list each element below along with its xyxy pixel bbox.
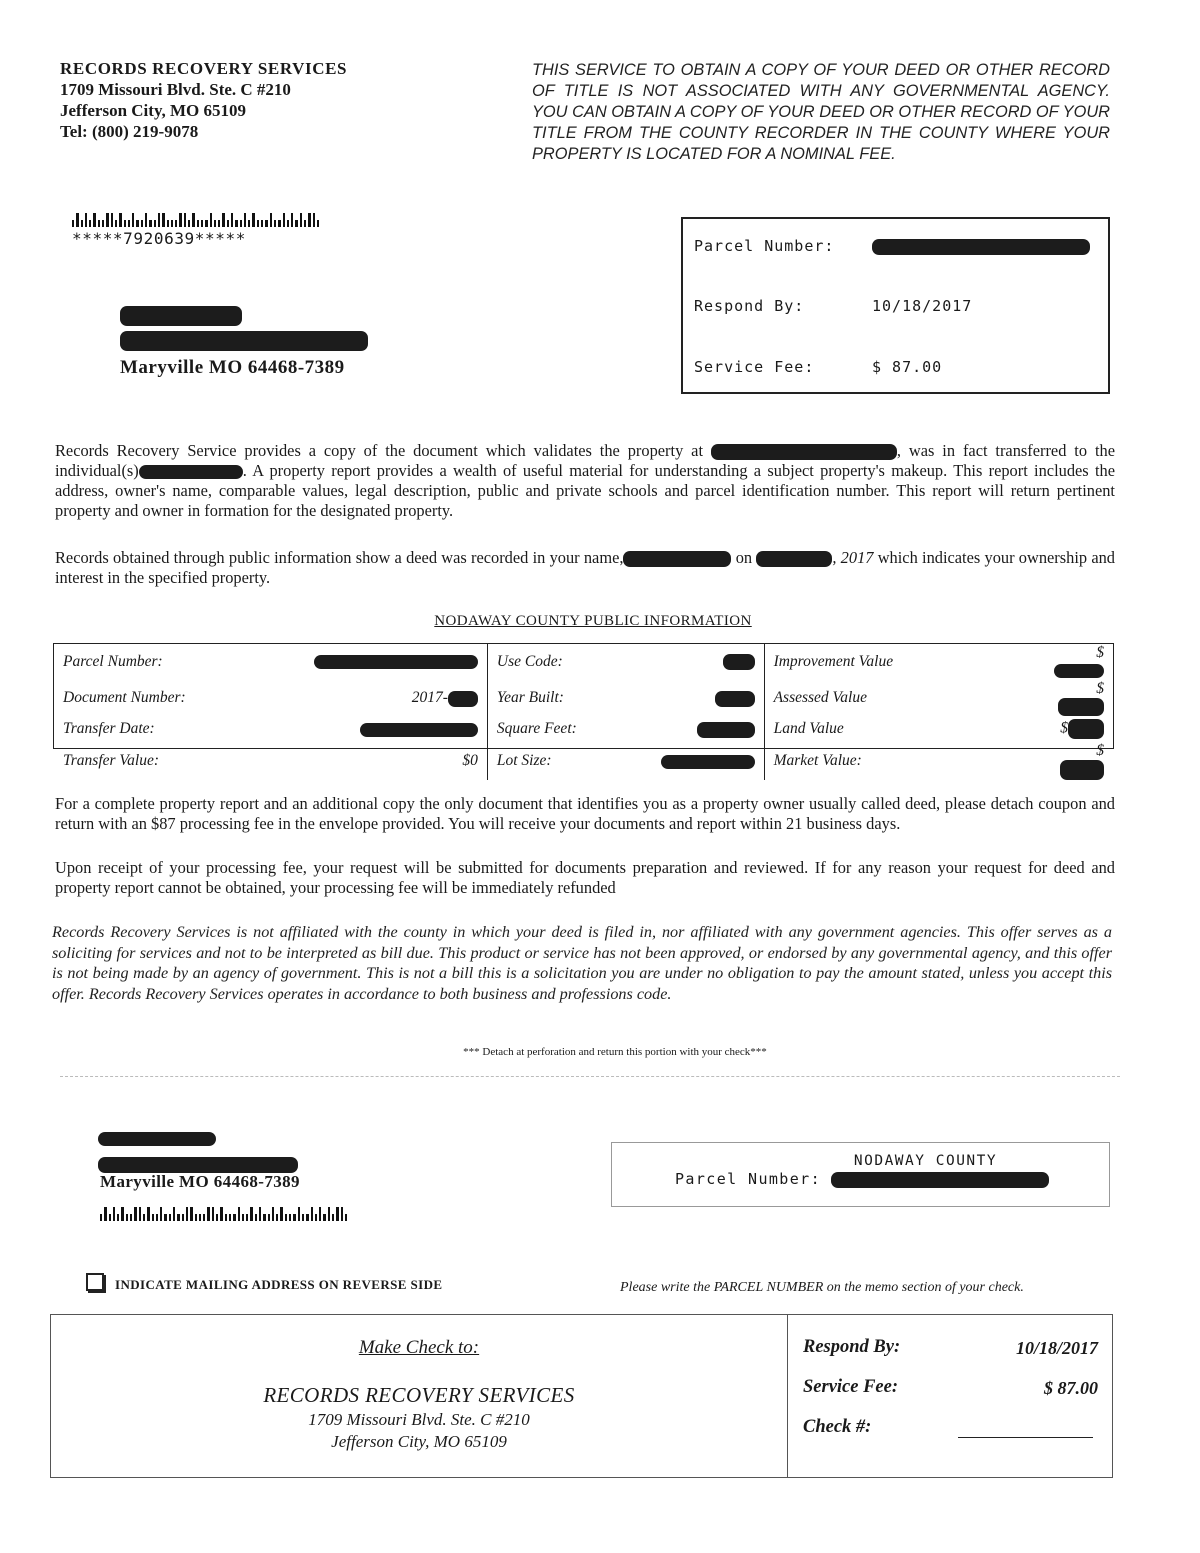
deed-year: , 2017 (832, 548, 874, 567)
barcode-bar (100, 1214, 102, 1221)
memo-text-2: on the memo section of your check. (823, 1280, 1024, 1295)
barcode-bar (250, 1207, 252, 1221)
redaction-mark (314, 655, 478, 669)
coupon-parcel-label: Parcel Number: (675, 1170, 822, 1188)
document-number-cell (290, 680, 488, 716)
memo-text-1: Please write the (620, 1280, 714, 1295)
barcode-bar (345, 1214, 347, 1221)
instructions-paragraph: For a complete property report and an additional copy the only document that identifies you as a property owner usually called deed, please detach coupon and return with an $87 processing fee in the envelope provided. You will receive your documents and report within 21 business days. (55, 794, 1115, 833)
barcode-bar (257, 220, 259, 227)
barcode-bar (98, 220, 100, 227)
sender-city: Jefferson City, MO 65109 (60, 101, 247, 120)
dollar-sign: $ (1060, 720, 1068, 737)
redaction-mark (831, 1172, 1049, 1188)
barcode-bar (212, 1207, 214, 1221)
check-number-field[interactable] (958, 1437, 1093, 1438)
barcode-bar (341, 1207, 343, 1221)
barcode-bar (216, 1214, 218, 1221)
barcode-bar (81, 220, 83, 227)
respond-by-value: 10/18/2017 (872, 297, 973, 315)
barcode-bar (225, 1214, 227, 1221)
barcode-bar (323, 1214, 325, 1221)
barcode-bar (128, 220, 130, 227)
check-number-label: Check #: (803, 1417, 872, 1437)
parcel-number-label: Parcel Number: (694, 237, 835, 255)
deed-text-3: which indicates your ownership and interest in the specified property. (55, 548, 1115, 587)
barcode-bar (145, 213, 147, 227)
barcode-bar (205, 220, 207, 227)
barcode-bar (233, 1214, 235, 1221)
redaction-mark (120, 331, 368, 351)
coupon-county: NODAWAY COUNTY (853, 1153, 998, 1169)
service-fee-row (694, 358, 942, 376)
barcode-bar (192, 213, 194, 227)
check-divider (787, 1315, 788, 1477)
barcode-bar (265, 220, 267, 227)
detach-note: *** Detach at perforation and return this portion with your check*** (463, 1046, 767, 1058)
barcode-bar (280, 1207, 282, 1221)
parcel-number-row (694, 237, 1090, 255)
barcode-bar (229, 1214, 231, 1221)
barcode-bar (89, 220, 91, 227)
sender-street: 1709 Missouri Blvd. Ste. C #210 (60, 80, 291, 99)
sender-phone: Tel: (800) 219-9078 (60, 122, 199, 141)
barcode-bar (141, 220, 143, 227)
barcode-bar (218, 220, 220, 227)
redaction-mark (715, 691, 755, 707)
barcode-bar (332, 1214, 334, 1221)
barcode-bar (106, 213, 108, 227)
barcode-bar (231, 213, 233, 227)
barcode-bar (293, 1214, 295, 1221)
barcode-bar (124, 220, 126, 227)
redaction-mark (661, 755, 755, 769)
barcode-bar (328, 1207, 330, 1221)
barcode-bar (76, 213, 78, 227)
dollar-sign: $ (1096, 644, 1104, 661)
check-payment-box (50, 1314, 1113, 1478)
barcode-bar (304, 220, 306, 227)
respond-by-label: Respond By: (694, 297, 805, 315)
barcode-bar (169, 1214, 171, 1221)
barcode-bar (289, 1214, 291, 1221)
barcode-bar (160, 1207, 162, 1221)
barcode-bar (179, 213, 181, 227)
barcode-bar (104, 1207, 106, 1221)
redaction-mark (1054, 664, 1104, 678)
section-title: NODAWAY COUNTY PUBLIC INFORMATION (434, 613, 752, 629)
deed-record-paragraph (55, 548, 1115, 588)
barcode-bar (117, 1214, 119, 1221)
dollar-sign: $ (1096, 680, 1104, 697)
barcode-bar (298, 1207, 300, 1221)
barcode-bar (319, 1207, 321, 1221)
redaction-mark (98, 1157, 298, 1173)
barcode-bar (248, 220, 250, 227)
intro-text-3: . A property report provides a wealth of useful material for understanding a subject property's makeup. This report includes the address, owner's name, comparable values, legal description, public and private schools and parcel identification number. This report will return pertinent property and owner in formation for the designated property. (55, 461, 1115, 520)
parcel-number-label: Parcel Number: (63, 653, 163, 670)
barcode-bar (203, 1214, 205, 1221)
barcode-bar (272, 1207, 274, 1221)
top-disclaimer: THIS SERVICE TO OBTAIN A COPY OF YOUR DEED OR OTHER RECORD OF TITLE IS NOT ASSOCIATED WITH ANY GOVERNMENTAL AGENCY. YOU CAN OBTAIN A COPY OF YOUR DEED OR OTHER RECORD OF YOUR TITLE FROM THE COUNTY RECORDER IN THE COUNTY WHERE YOUR PROPERTY IS LOCATED FOR A NOMINAL FEE. (532, 61, 1111, 163)
barcode-bar (210, 213, 212, 227)
barcode-bar (136, 220, 138, 227)
barcode-bar (139, 1207, 141, 1221)
transfer-date-label: Transfer Date: (63, 720, 155, 738)
redaction-mark (360, 723, 478, 737)
barcode-bar (149, 220, 151, 227)
deed-text-2: on (731, 548, 757, 567)
barcode-bar (255, 1214, 257, 1221)
refund-paragraph: Upon receipt of your processing fee, your request will be submitted for documents preparation and reviewed. If for any reason your request for deed and property report cannot be obtained, your processing fee will be immediately refunded (55, 858, 1115, 897)
document-number-label: Document Number: (63, 689, 186, 707)
barcode-bar (207, 1207, 209, 1221)
barcode-bar (85, 213, 87, 227)
transfer-date-cell (290, 716, 488, 742)
coupon-parcel-box (611, 1142, 1110, 1207)
coupon-parcel-row (675, 1170, 1049, 1188)
addressee-redacted-block (120, 306, 368, 351)
service-fee-value: $ 87.00 (872, 358, 943, 376)
redaction-mark (623, 551, 731, 567)
barcode-bar (308, 213, 310, 227)
lot-size-cell (652, 742, 765, 780)
redaction-mark (98, 1132, 216, 1146)
redaction-mark (697, 722, 755, 738)
intro-text-1: Records Recovery Service provides a copy of the document which validates the property at (55, 441, 703, 460)
barcode-bar (115, 220, 117, 227)
barcode-bar (182, 1214, 184, 1221)
respond-by-row (694, 297, 972, 315)
sender-name: RECORDS RECOVERY SERVICES (60, 59, 348, 78)
barcode-bar (130, 1214, 132, 1221)
barcode-bar (214, 220, 216, 227)
barcode-bar (238, 1207, 240, 1221)
barcode-bar (177, 1214, 179, 1221)
barcode-bar (197, 220, 199, 227)
barcode-bar (186, 1207, 188, 1221)
intro-paragraph (55, 441, 1115, 521)
barcode-bar (274, 220, 276, 227)
barcode-bar (222, 213, 224, 227)
barcode-bar (102, 220, 104, 227)
payee-street: 1709 Missouri Blvd. Ste. C #210 (308, 1410, 530, 1429)
barcode-bar (195, 1214, 197, 1221)
parcel-summary-box (681, 217, 1110, 394)
redaction-mark (756, 551, 832, 567)
barcode-bar (167, 220, 169, 227)
check-respond-by-label: Respond By: (803, 1337, 901, 1357)
barcode-bar (287, 220, 289, 227)
redaction-mark (872, 239, 1090, 255)
barcode-bar (242, 1214, 244, 1221)
use-code-label: Use Code: (487, 644, 651, 680)
table-row (54, 716, 1113, 742)
bottom-disclaimer: Records Recovery Services is not affiliated with the county in which your deed is filed in, nor affiliated with any government agencies. This offer serves as a soliciting for services and not to be interpreted as bill due. This product or service has not been approved, or endorsed by any governmental agency, and this offer is not being made by an agency of government. This is not a bill this is a solicitation you are under no obligation to pay the amount stated, unless you accept this offer. Records Recovery Services operates in accordance to both business and professions code. (52, 923, 1112, 1003)
market-value-label: Market Value: (764, 742, 1045, 780)
barcode-bar (259, 1207, 261, 1221)
table-row (54, 644, 1113, 680)
payee-city: Jefferson City, MO 65109 (331, 1432, 507, 1451)
barcode-bar (276, 1214, 278, 1221)
redaction-mark (1060, 760, 1104, 780)
barcode-bar (134, 1207, 136, 1221)
square-feet-label: Square Feet: (487, 716, 651, 742)
assessed-value-label: Assessed Value (764, 680, 1045, 716)
redaction-mark (139, 465, 243, 479)
barcode-bar (295, 220, 297, 227)
barcode-bar (291, 213, 293, 227)
sender-address-block (60, 58, 347, 142)
perforation-line (60, 1076, 1120, 1077)
deed-text-1: Records obtained through public information show a deed was recorded in your name, (55, 548, 624, 567)
barcode-bar (162, 213, 164, 227)
check-service-fee-value: $ 87.00 (1044, 1378, 1098, 1398)
barcode-bar (171, 220, 173, 227)
barcode-bar (119, 213, 121, 227)
make-check-to-label: Make Check to: (358, 1337, 480, 1358)
redaction-mark (1058, 698, 1104, 716)
barcode-bar (109, 1214, 111, 1221)
barcode-bar (113, 1207, 115, 1221)
coupon-city-line: Maryville MO 64468-7389 (100, 1172, 300, 1191)
barcode-bar (188, 220, 190, 227)
land-value-label: Land Value (764, 716, 1045, 742)
barcode-bar (285, 1214, 287, 1221)
parcel-number-cell (290, 644, 488, 680)
memo-emphasis: PARCEL NUMBER (713, 1280, 824, 1295)
barcode-bar (147, 1207, 149, 1221)
year-built-cell (652, 680, 765, 716)
barcode-bar (152, 1214, 154, 1221)
table-row (54, 680, 1113, 716)
barcode-bar (201, 220, 203, 227)
barcode-bar (315, 1214, 317, 1221)
barcode-bar (240, 220, 242, 227)
barcode-bar (306, 1214, 308, 1221)
barcode-bar (158, 213, 160, 227)
memo-note (620, 1280, 1024, 1296)
barcode-bar (311, 1207, 313, 1221)
barcode-bar (175, 220, 177, 227)
use-code-cell (652, 644, 765, 680)
barcode-bar (220, 1207, 222, 1221)
barcode-bar (235, 220, 237, 227)
improvement-value-label: Improvement Value (764, 644, 1045, 680)
improvement-value-cell (1045, 644, 1113, 680)
barcode-bar (199, 1214, 201, 1221)
barcode-bar (263, 1214, 265, 1221)
barcode-bar (184, 213, 186, 227)
barcode-number: *****7920639***** (72, 229, 246, 248)
public-info-table (53, 643, 1114, 770)
redaction-mark (723, 654, 755, 670)
barcode-bar (227, 220, 229, 227)
barcode-bar (93, 213, 95, 227)
check-service-fee-label: Service Fee: (803, 1377, 899, 1397)
lot-size-label: Lot Size: (487, 742, 651, 780)
barcode-bar (164, 1214, 166, 1221)
barcode-bar (252, 213, 254, 227)
barcode-bar (121, 1207, 123, 1221)
market-value-cell (1045, 742, 1113, 780)
barcode-bar (302, 1214, 304, 1221)
redaction-mark (448, 691, 478, 707)
barcode-bar (156, 1214, 158, 1221)
addressee-city-line: Maryville MO 64468-7389 (120, 357, 345, 378)
barcode-bar (190, 1207, 192, 1221)
barcode-bar (300, 213, 302, 227)
barcode-bar (126, 1214, 128, 1221)
coupon-addressee-redacted (98, 1130, 298, 1174)
document-number-prefix: 2017- (411, 689, 448, 707)
barcode-bar (336, 1207, 338, 1221)
barcode-bar (111, 213, 113, 227)
year-built-label: Year Built: (487, 680, 651, 716)
mailing-address-checkbox[interactable] (86, 1273, 104, 1291)
coupon-barcode (100, 1207, 347, 1221)
barcode-bar (278, 220, 280, 227)
square-feet-cell (652, 716, 765, 742)
transfer-value-cell: $0 (462, 752, 478, 770)
postal-barcode (72, 213, 319, 227)
redaction-mark (120, 306, 242, 326)
redaction-mark (1068, 719, 1104, 739)
redaction-mark (711, 444, 897, 460)
barcode-bar (283, 213, 285, 227)
barcode-bar (72, 220, 74, 227)
barcode-bar (244, 213, 246, 227)
table-row (54, 742, 1113, 780)
barcode-bar (173, 1207, 175, 1221)
assessed-value-cell (1045, 680, 1113, 716)
barcode-bar (268, 1214, 270, 1221)
check-respond-by-value: 10/18/2017 (1015, 1338, 1098, 1358)
barcode-bar (317, 220, 319, 227)
barcode-bar (246, 1214, 248, 1221)
barcode-bar (132, 213, 134, 227)
intro-text-2: , was in fact transferred to the individual(s) (55, 441, 1115, 480)
service-fee-label: Service Fee: (694, 358, 815, 376)
land-value-cell (1045, 716, 1113, 742)
barcode-bar (154, 220, 156, 227)
dollar-sign: $ (1096, 742, 1104, 760)
barcode-bar (261, 220, 263, 227)
payee-name: RECORDS RECOVERY SERVICES (263, 1383, 575, 1407)
barcode-bar (313, 213, 315, 227)
transfer-value-label: Transfer Value: (63, 752, 160, 770)
barcode-bar (143, 1214, 145, 1221)
barcode-bar (270, 213, 272, 227)
mailing-address-label: INDICATE MAILING ADDRESS ON REVERSE SIDE (115, 1277, 443, 1292)
